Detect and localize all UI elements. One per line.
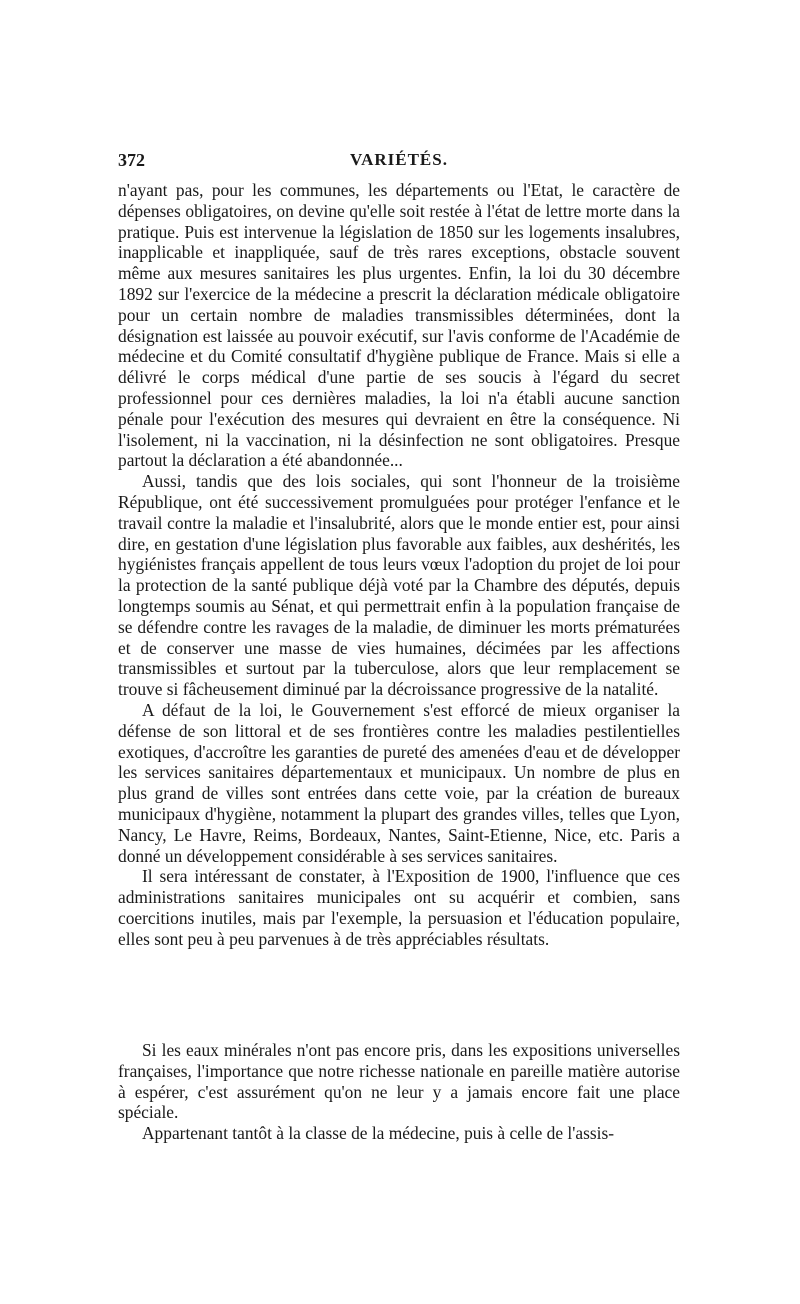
- paragraph: Aussi, tandis que des lois sociales, qui sont l'honneur de la troisième République, ont été successivement promulguées pour protéger l'enfance et le travail contre la maladie et l'insalubrité, alors que le monde entier est, pour ainsi dire, en gestation d'une législation plus favorable aux faibles, aux deshérités, les hygiénistes français appellent de tous leurs vœux l'adoption du projet de loi pour la protection de la santé publique déjà voté par la Chambre des députés, depuis longtemps soumis au Sénat, et qui permettrait enfin à la population française de se défendre contre les ravages de la maladie, de diminuer les morts prématurées et de conserver une masse de vies humaines, décimées par les affections transmissibles et surtout par la tuberculose, alors que leur remplacement se trouve si fâcheusement diminué par la décroissance progressive de la natalité.: [118, 471, 680, 700]
- paragraph: n'ayant pas, pour les communes, les départements ou l'Etat, le caractère de dépenses obligatoires, on devine qu'elle soit restée à l'état de lettre morte dans la pratique. Puis est intervenue la législation de 1850 sur les logements insalubres, inapplicable et inappliquée, sauf de très rares exceptions, obstacle souvent même aux mesures sanitaires les plus urgentes. Enfin, la loi du 30 décembre 1892 sur l'exercice de la médecine a prescrit la déclaration médicale obligatoire pour un certain nombre de maladies transmissibles déterminées, dont la désignation est laissée au pouvoir exécutif, sur l'avis conforme de l'Académie de médecine et du Comité consultatif d'hygiène publique de France. Mais si elle a délivré le corps médical d'une partie de ses soucis à l'égard du secret professionnel pour ces dernières maladies, la loi n'a établi aucune sanction pénale pour l'exécution des mesures qui devraient en être la conséquence. Ni l'isolement, ni la vaccination, ni la désinfection ne sont obligatoires. Presque partout la déclaration a été abandonnée...: [118, 180, 680, 471]
- section-text: [118, 1040, 680, 1144]
- page-header: [118, 150, 680, 174]
- body-text: [118, 180, 680, 949]
- paragraph: Appartenant tantôt à la classe de la médecine, puis à celle de l'assis-: [142, 1123, 615, 1144]
- paragraph: Si les eaux minérales n'ont pas encore pris, dans les expositions universelles françaises, l'importance que notre richesse nationale en pareille matière autorise à espérer, c'est assurément qu'on ne leur y a jamais encore fait une place spéciale.: [118, 1040, 680, 1123]
- page-number: 372: [118, 150, 145, 170]
- running-title: VARIÉTÉS.: [350, 150, 448, 169]
- paragraph: A défaut de la loi, le Gouvernement s'est efforcé de mieux organiser la défense de son littoral et de ses frontières contre les maladies pestilentielles exotiques, d'accroître les garanties de pureté des amenées d'eau et de développer les services sanitaires départementaux et municipaux. Un nombre de plus en plus grand de villes sont entrées dans cette voie, par la création de bureaux municipaux d'hygiène, notamment la plupart des grandes villes, telles que Lyon, Nancy, Le Havre, Reims, Bordeaux, Nantes, Saint-Etienne, Nice, etc. Paris a donné un développement considérable à ses services sanitaires.: [118, 699, 680, 866]
- paragraph: Il sera intéressant de constater, à l'Exposition de 1900, l'influence que ces administrations sanitaires municipales ont su acquérir et combien, sans coercitions inutiles, mais par l'exemple, la persuasion et l'éducation populaire, elles sont peu à peu parvenues à de très appréciables résultats.: [118, 866, 680, 949]
